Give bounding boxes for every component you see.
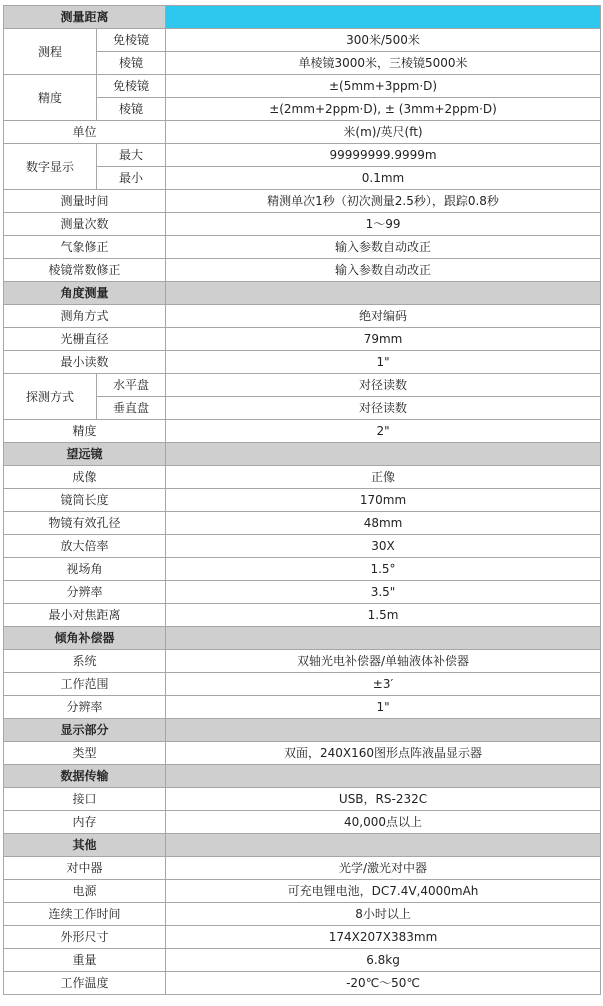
table-row <box>4 236 601 259</box>
row-value: 8小时以上 <box>166 903 601 926</box>
section-header-compensator <box>4 627 601 650</box>
row-value: 0.1mm <box>166 167 601 190</box>
row-value: ±(5mm+3ppm·D) <box>166 75 601 98</box>
row-label: 测程 <box>4 29 97 75</box>
table-row <box>4 512 601 535</box>
sub-label: 棱镜 <box>97 98 166 121</box>
section-title: 望远镜 <box>4 443 166 466</box>
row-label: 外形尺寸 <box>4 926 166 949</box>
row-value: 输入参数自动改正 <box>166 259 601 282</box>
row-label: 物镜有效孔径 <box>4 512 166 535</box>
row-label: 类型 <box>4 742 166 765</box>
section-title: 倾角补偿器 <box>4 627 166 650</box>
row-value: 双轴光电补偿器/单轴液体补偿器 <box>166 650 601 673</box>
row-label: 成像 <box>4 466 166 489</box>
row-value: 1.5° <box>166 558 601 581</box>
section-fill <box>166 282 601 305</box>
row-value: 正像 <box>166 466 601 489</box>
row-value: USB，RS-232C <box>166 788 601 811</box>
section-header-angle <box>4 282 601 305</box>
table-row <box>4 190 601 213</box>
table-row <box>4 926 601 949</box>
section-header-measure <box>4 6 601 29</box>
row-label: 内存 <box>4 811 166 834</box>
table-row <box>4 144 601 167</box>
row-label: 棱镜常数修正 <box>4 259 166 282</box>
row-value: 1.5m <box>166 604 601 627</box>
table-row <box>4 213 601 236</box>
table-row <box>4 29 601 52</box>
table-row <box>4 788 601 811</box>
row-value: 精测单次1秒（初次测量2.5秒），跟踪0.8秒 <box>166 190 601 213</box>
section-fill <box>166 443 601 466</box>
row-value: 米(m)/英尺(ft) <box>166 121 601 144</box>
section-fill <box>166 719 601 742</box>
row-value: 对径读数 <box>166 374 601 397</box>
row-label: 重量 <box>4 949 166 972</box>
sub-label: 最小 <box>97 167 166 190</box>
row-value: 170mm <box>166 489 601 512</box>
row-label: 对中器 <box>4 857 166 880</box>
row-value: 单棱镜3000米，三棱镜5000米 <box>166 52 601 75</box>
row-value: 48mm <box>166 512 601 535</box>
table-row <box>4 121 601 144</box>
table-row <box>4 351 601 374</box>
row-label: 连续工作时间 <box>4 903 166 926</box>
table-row <box>4 673 601 696</box>
table-row <box>4 489 601 512</box>
sub-label: 免棱镜 <box>97 29 166 52</box>
row-value: 99999999.9999m <box>166 144 601 167</box>
section-accent <box>166 6 601 29</box>
row-value: 可充电锂电池，DC7.4V,4000mAh <box>166 880 601 903</box>
table-row <box>4 949 601 972</box>
sub-label: 免棱镜 <box>97 75 166 98</box>
table-row <box>4 604 601 627</box>
section-header-telescope <box>4 443 601 466</box>
table-row <box>4 880 601 903</box>
row-value: 1" <box>166 351 601 374</box>
row-value: 40,000点以上 <box>166 811 601 834</box>
row-value: 双面，240X160图形点阵液晶显示器 <box>166 742 601 765</box>
row-value: 1" <box>166 696 601 719</box>
row-label: 工作温度 <box>4 972 166 995</box>
row-label: 光栅直径 <box>4 328 166 351</box>
section-fill <box>166 765 601 788</box>
row-label: 精度 <box>4 420 166 443</box>
row-value: -20℃～50℃ <box>166 972 601 995</box>
row-value: 对径读数 <box>166 397 601 420</box>
row-label: 接口 <box>4 788 166 811</box>
section-header-transfer <box>4 765 601 788</box>
row-value: 3.5" <box>166 581 601 604</box>
row-label: 放大倍率 <box>4 535 166 558</box>
section-fill <box>166 627 601 650</box>
sub-label: 垂直盘 <box>97 397 166 420</box>
row-value: 79mm <box>166 328 601 351</box>
table-row <box>4 581 601 604</box>
table-row <box>4 535 601 558</box>
row-label: 测量时间 <box>4 190 166 213</box>
table-row <box>4 558 601 581</box>
row-label: 工作范围 <box>4 673 166 696</box>
table-row <box>4 259 601 282</box>
row-label: 数字显示 <box>4 144 97 190</box>
row-label: 分辨率 <box>4 581 166 604</box>
spec-table <box>3 5 601 995</box>
row-label: 探测方式 <box>4 374 97 420</box>
row-value: 6.8kg <box>166 949 601 972</box>
table-row <box>4 903 601 926</box>
row-label: 精度 <box>4 75 97 121</box>
table-row <box>4 650 601 673</box>
row-label: 视场角 <box>4 558 166 581</box>
row-value: 1～99 <box>166 213 601 236</box>
row-label: 最小读数 <box>4 351 166 374</box>
row-value: 2" <box>166 420 601 443</box>
row-value: 30X <box>166 535 601 558</box>
table-row <box>4 972 601 995</box>
row-label: 气象修正 <box>4 236 166 259</box>
section-title: 数据传输 <box>4 765 166 788</box>
row-label: 分辨率 <box>4 696 166 719</box>
table-row <box>4 811 601 834</box>
row-value: ±(2mm+2ppm·D), ± (3mm+2ppm·D) <box>166 98 601 121</box>
table-row <box>4 75 601 98</box>
sub-label: 棱镜 <box>97 52 166 75</box>
section-title: 其他 <box>4 834 166 857</box>
row-label: 电源 <box>4 880 166 903</box>
row-label: 测量次数 <box>4 213 166 236</box>
table-row <box>4 420 601 443</box>
table-row <box>4 328 601 351</box>
table-row <box>4 857 601 880</box>
section-title: 显示部分 <box>4 719 166 742</box>
section-header-display <box>4 719 601 742</box>
table-row <box>4 374 601 397</box>
sub-label: 最大 <box>97 144 166 167</box>
row-value: 300米/500米 <box>166 29 601 52</box>
sub-label: 水平盘 <box>97 374 166 397</box>
section-title: 测量距离 <box>4 6 166 29</box>
row-value: 绝对编码 <box>166 305 601 328</box>
row-label: 镜筒长度 <box>4 489 166 512</box>
section-title: 角度测量 <box>4 282 166 305</box>
section-header-other <box>4 834 601 857</box>
section-fill <box>166 834 601 857</box>
row-label: 测角方式 <box>4 305 166 328</box>
row-value: ±3′ <box>166 673 601 696</box>
table-row <box>4 466 601 489</box>
row-label: 最小对焦距离 <box>4 604 166 627</box>
row-value: 174X207X383mm <box>166 926 601 949</box>
row-value: 光学/激光对中器 <box>166 857 601 880</box>
table-row <box>4 305 601 328</box>
row-label: 单位 <box>4 121 166 144</box>
table-row <box>4 696 601 719</box>
row-value: 输入参数自动改正 <box>166 236 601 259</box>
table-row <box>4 742 601 765</box>
row-label: 系统 <box>4 650 166 673</box>
